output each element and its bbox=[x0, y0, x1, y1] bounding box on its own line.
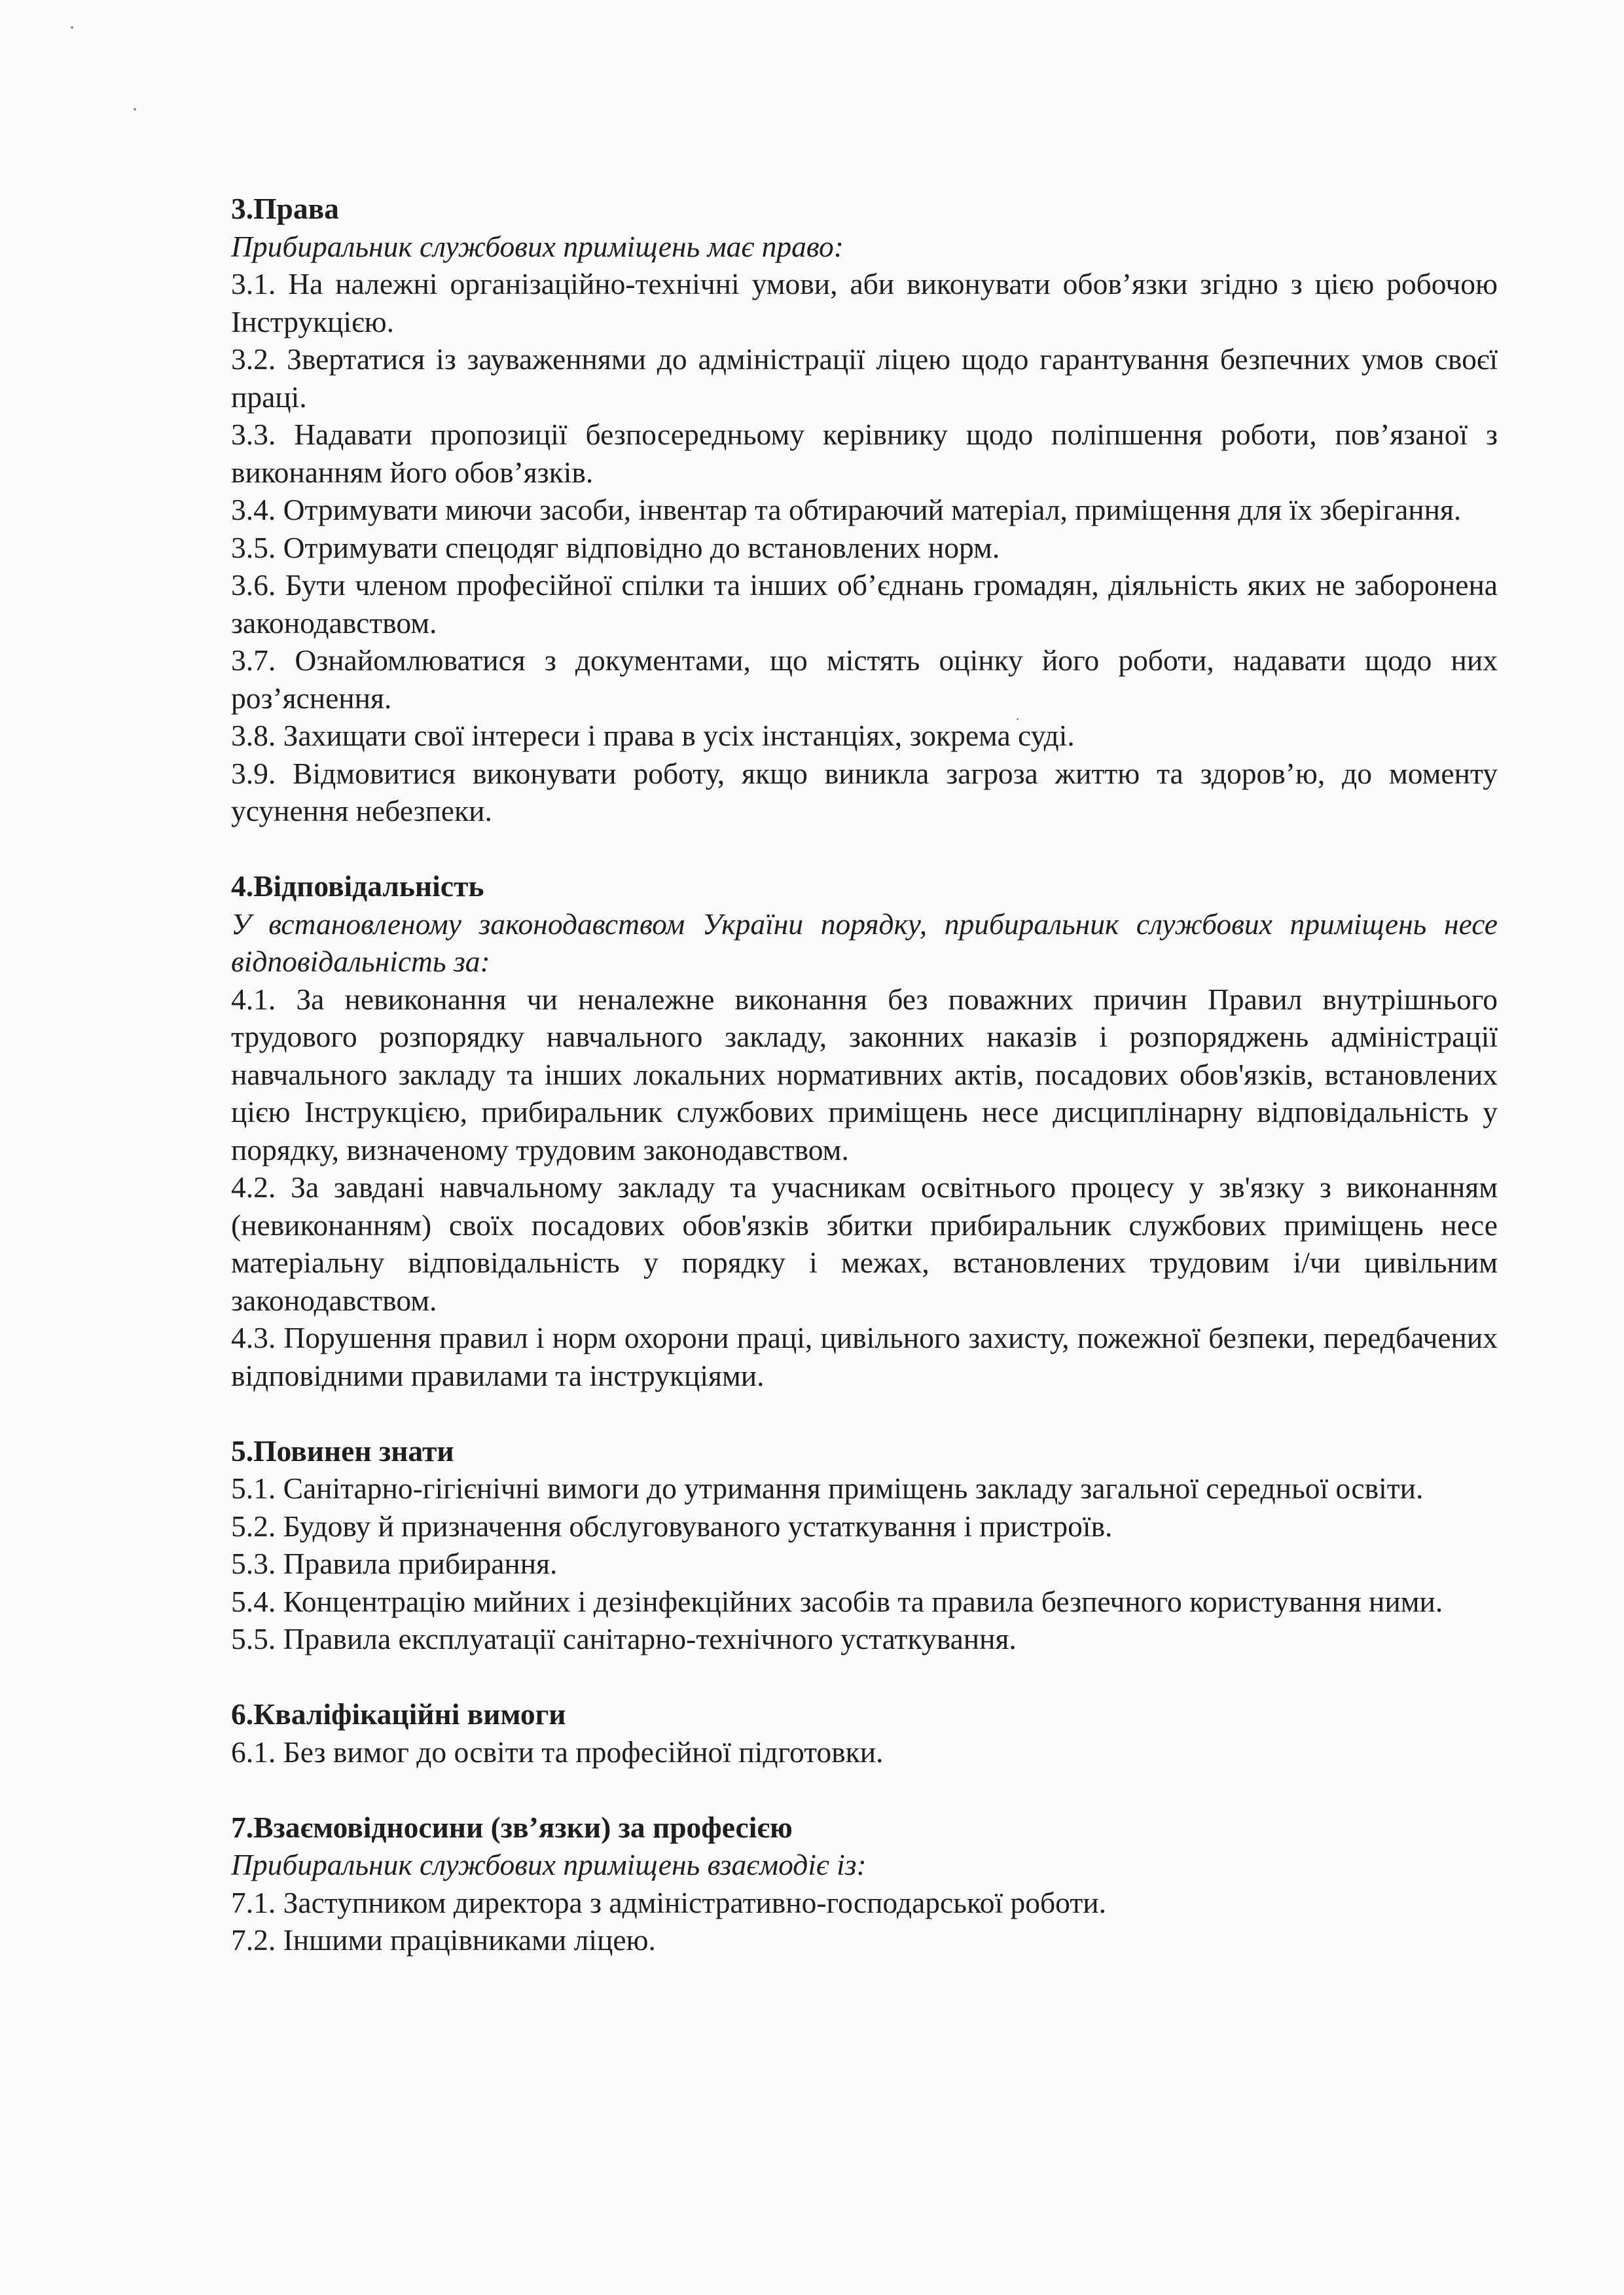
list-item: 3.9. Відмовитися виконувати роботу, якщо виникла загроза життю та здоров’ю, до моменту усунення небезпеки. bbox=[231, 756, 1498, 827]
section-heading: 4.Відповідальність bbox=[231, 869, 484, 903]
list-item: 7.1. Заступником директора з адміністративно-господарської роботи. bbox=[231, 1885, 1106, 1919]
list-item: 3.8. Захищати свої інтереси і права в усіх інстанціях, зокрема суді. bbox=[231, 719, 1075, 752]
list-item: 3.4. Отримувати миючи засоби, інвентар та обтираючий матеріал, приміщення для їх зберігання. bbox=[231, 493, 1462, 526]
section-qualification bbox=[231, 1695, 1498, 1771]
list-item: 3.1. На належні організаційно-технічні умови, аби виконувати обов’язки згідно з цією робочою Інструкцією. bbox=[231, 267, 1498, 338]
document-body bbox=[231, 190, 1498, 1997]
list-item: 5.5. Правила експлуатації санітарно-технічного устаткування. bbox=[231, 1622, 1017, 1655]
list-item: 3.5. Отримувати спецодяг відповідно до встановлених норм. bbox=[231, 530, 1000, 564]
section-heading: 6.Кваліфікаційні вимоги bbox=[231, 1697, 566, 1731]
list-item: 5.2. Будову й призначення обслуговуваного устаткування і пристроїв. bbox=[231, 1509, 1113, 1543]
list-item: 4.1. За невиконання чи неналежне виконання без поважних причин Правил внутрішнього трудового розпорядку навчального закладу, законних наказів і розпоряджень адміністрації навчального закладу та інших локальних нормативних актів, посадових обов'язків, встановлених цією Інструкцією, прибиральник службових приміщень несе дисциплінарну відповідальність у порядку, визначеному трудовим законодавством. bbox=[231, 982, 1498, 1166]
list-item: 4.3. Порушення правил і норм охорони праці, цивільного захисту, пожежної безпеки, передбачених відповідними правилами та інструкціями. bbox=[231, 1321, 1498, 1392]
section-heading: 7.Взаємовідносини (зв’язки) за професією bbox=[231, 1810, 793, 1844]
section-intro: Прибиральник службових приміщень має право: bbox=[231, 229, 844, 263]
section-heading: 5.Повинен знати bbox=[231, 1434, 454, 1468]
list-item: 3.2. Звертатися із зауваженнями до адміністрації ліцею щодо гарантування безпечних умов своєї праці. bbox=[231, 342, 1498, 414]
section-intro: У встановленому законодавством України порядку, прибиральник службових приміщень несе відповідальність за: bbox=[231, 907, 1498, 978]
list-item: 6.1. Без вимог до освіти та професійної підготовки. bbox=[231, 1735, 884, 1769]
list-item: 5.4. Концентрацію мийних і дезінфекційних засобів та правила безпечного користування ними. bbox=[231, 1584, 1443, 1618]
section-relations bbox=[231, 1809, 1498, 1959]
list-item: 4.2. За завдані навчальному закладу та учасникам освітнього процесу у зв'язку з виконанням (невиконанням) своїх посадових обов'язків збитки прибиральник службових приміщень несе матеріальну відповідальність у порядку і межах, встановлених трудовим і/чи цивільним законодавством. bbox=[231, 1170, 1498, 1317]
list-item: 5.3. Правила прибирання. bbox=[231, 1547, 558, 1580]
scan-speck bbox=[134, 108, 136, 111]
list-item: 3.6. Бути членом професійної спілки та інших об’єднань громадян, діяльність яких не заборонена законодавством. bbox=[231, 568, 1498, 640]
section-responsibility bbox=[231, 867, 1498, 1394]
section-intro: Прибиральник службових приміщень взаємодіє із: bbox=[231, 1848, 867, 1881]
section-rights bbox=[231, 190, 1498, 830]
section-must-know bbox=[231, 1432, 1498, 1658]
list-item: 3.7. Ознайомлюватися з документами, що містять оцінку його роботи, надавати щодо них роз’яснення. bbox=[231, 643, 1498, 715]
section-heading: 3.Права bbox=[231, 192, 339, 225]
list-item: 7.2. Іншими працівниками ліцею. bbox=[231, 1923, 656, 1957]
scan-speck bbox=[71, 26, 73, 29]
list-item: 5.1. Санітарно-гігієнічні вимоги до утримання приміщень закладу загальної середньої освіти. bbox=[231, 1472, 1424, 1505]
list-item: 3.3. Надавати пропозиції безпосередньому керівнику щодо поліпшення роботи, пов’язаної з виконанням його обов’язків. bbox=[231, 418, 1498, 489]
